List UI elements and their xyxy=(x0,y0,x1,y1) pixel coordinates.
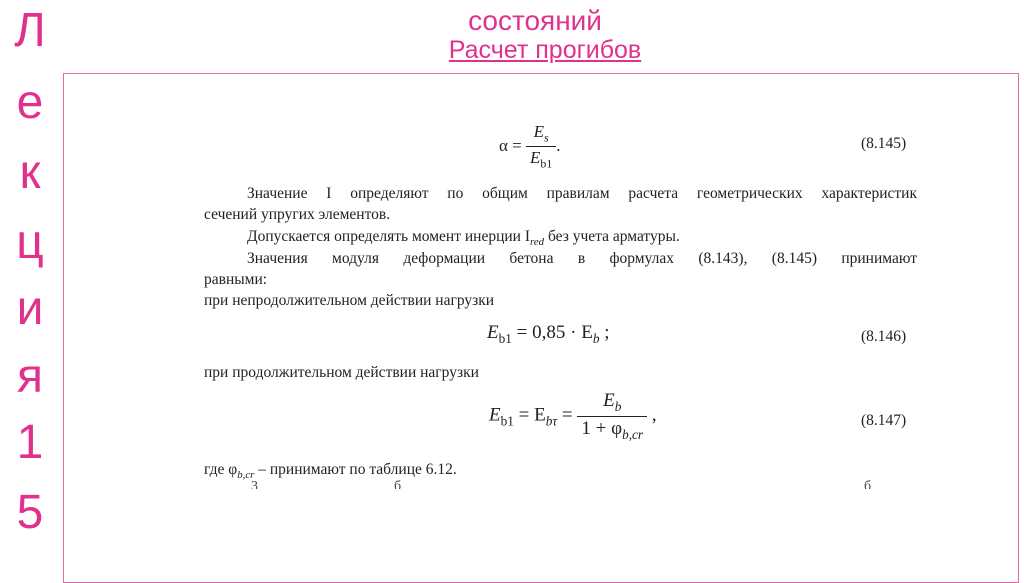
document-page xyxy=(64,74,1018,582)
lecture-char: 1 xyxy=(16,416,44,469)
paragraph-line: сечений упругих элементов. xyxy=(204,206,391,223)
paragraph-line: при продолжительном действии нагрузки xyxy=(204,364,479,381)
formula-8-145: α = $\frac{E_s}{E_{b1}}$ . xyxy=(499,122,561,171)
equation-number: (8.146) xyxy=(861,328,907,345)
equation-number: (8.145) xyxy=(861,135,907,152)
document-frame xyxy=(63,73,1019,583)
deflection-link[interactable]: Расчет прогибов xyxy=(448,36,642,64)
cut-off-text-line: 3 б б xyxy=(251,479,872,489)
paragraph-line: Значение I определяют по общим правилам расчета геометрических характеристик xyxy=(247,185,917,202)
paragraph-line: при непродолжительном действии нагрузки xyxy=(204,292,495,309)
formula-8-146: $E_{b1} = 0,85 \cdot E_b$ ; xyxy=(487,322,610,346)
paragraph-line: где $\varphi_{b,cr}$ – принимают по таблице 6.12. xyxy=(204,461,457,482)
lecture-char: Л xyxy=(14,4,46,57)
lecture-char: е xyxy=(16,76,44,129)
equation-number: (8.147) xyxy=(861,412,907,429)
lecture-char: ц xyxy=(16,216,44,269)
lecture-char: 5 xyxy=(16,486,44,539)
lecture-char: к xyxy=(19,146,41,199)
lecture-char: и xyxy=(16,282,44,335)
slide-title-line-2: состояний xyxy=(468,5,602,36)
lecture-vertical-title xyxy=(8,0,52,574)
formula-8-147: $E_{b1} = E_{b\tau}$ = $\frac{E_b}{1 + \varphi_{b,cr}}$ , xyxy=(489,390,657,442)
paragraph-line: равными: xyxy=(204,271,268,288)
paragraph-line: Значения модуля деформации бетона в формулах (8.143), (8.145) принимают xyxy=(247,250,917,267)
lecture-char: я xyxy=(17,350,43,403)
paragraph-line: Допускается определять момент инерции $I_{red}$ без учета арматуры. xyxy=(247,228,680,249)
